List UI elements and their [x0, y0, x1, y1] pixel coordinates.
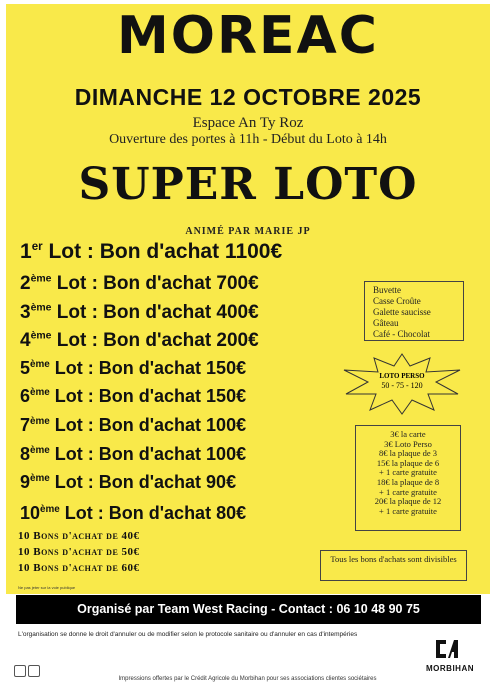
- buvette-item: Galette saucisse: [373, 307, 431, 317]
- legal-tiny-text: Ne pas jeter sur la voie publique: [18, 585, 76, 590]
- prize-line: [20, 273, 259, 295]
- prize-rank-suffix: ème: [30, 273, 52, 285]
- buvette-item: Café - Chocolat: [373, 329, 430, 339]
- prize-rank: 4: [20, 330, 31, 351]
- organizer-banner: Organisé par Team West Racing - Contact : 06 10 48 90 75: [16, 595, 481, 624]
- voucher-line: 10 Bons d'achat de 60€: [18, 562, 140, 574]
- prize-rank: 5: [20, 358, 31, 378]
- prize-rank: 3: [20, 302, 31, 323]
- prize-rank: 7: [20, 415, 31, 435]
- prize-line: [20, 503, 246, 524]
- pricing-box: [355, 425, 461, 531]
- animator-line: ANIMÉ PAR MARIE JP: [185, 226, 311, 237]
- prize-line: [20, 386, 246, 407]
- credit-agricole-logo-icon: [432, 636, 462, 662]
- prize-rank-suffix: ème: [30, 416, 50, 427]
- morbihan-brand: MORBIHAN: [426, 664, 474, 673]
- prize-line: [20, 302, 259, 324]
- prize-rank: 2: [20, 273, 31, 294]
- prize-line: [20, 415, 246, 436]
- loto-perso-values: 50 - 75 - 120: [381, 381, 423, 390]
- cancellation-disclaimer: L'organisation se donne le droit d'annuler ou de modifier selon le protocole sanitaire ou d'annuler en cas d'intempéries: [18, 631, 358, 638]
- loto-perso-label: LOTO PERSO: [379, 372, 425, 380]
- prize-line: [20, 472, 236, 493]
- pricing-item: + 1 carte gratuite: [379, 505, 437, 516]
- prize-rank-suffix: ème: [30, 330, 52, 342]
- buvette-item: Buvette: [373, 285, 401, 295]
- pricing-item: 18€ la plaque de 8: [376, 476, 440, 487]
- pricing-item: 8€ la plaque de 3: [378, 448, 438, 459]
- pricing-item: + 1 carte gratuite: [379, 467, 437, 478]
- prize-text: Lot : Bon d'achat 150€: [49, 358, 247, 378]
- prize-text: Lot : Bon d'achat 400€: [51, 302, 259, 323]
- prize-text: Lot : Bon d'achat 200€: [51, 330, 259, 351]
- prize-text: Lot : Bon d'achat 1100€: [42, 240, 283, 263]
- prize-rank-suffix: ème: [30, 359, 50, 370]
- prize-line: [20, 444, 246, 465]
- buvette-box: [364, 281, 464, 341]
- pricing-item: + 1 carte gratuite: [379, 486, 437, 497]
- event-venue: Espace An Ty Roz: [192, 115, 304, 131]
- prize-text: Lot : Bon d'achat 100€: [49, 415, 247, 435]
- pricing-item: 3€ Loto Perso: [384, 438, 432, 449]
- event-name: SUPER LOTO: [78, 159, 418, 210]
- buvette-item: Casse Croûte: [373, 296, 421, 306]
- pricing-item: 20€ la plaque de 12: [374, 496, 442, 507]
- prize-rank-suffix: ème: [30, 387, 50, 398]
- imprint-note: Impressions offertes par le Crédit Agricole du Morbihan pour ses associations clientes sociétaires: [118, 676, 377, 682]
- buvette-item: Gâteau: [373, 318, 399, 328]
- prize-text: Lot : Bon d'achat 100€: [49, 444, 247, 464]
- prize-rank-suffix: ème: [30, 302, 52, 314]
- pricing-item: 3€ la carte: [390, 429, 426, 439]
- divisible-note: Tous les bons d'achats sont divisibles: [330, 554, 457, 564]
- prize-line: [20, 240, 282, 264]
- event-hours: Ouverture des portes à 11h - Début du Loto à 14h: [109, 132, 387, 147]
- prize-text: Lot : Bon d'achat 700€: [51, 273, 259, 294]
- prize-rank-suffix: ème: [40, 504, 60, 515]
- prize-line: [20, 330, 259, 352]
- prize-text: Lot : Bon d'achat 80€: [59, 503, 247, 523]
- poster-title: MOREAC: [117, 6, 379, 66]
- prize-rank: 8: [20, 444, 31, 464]
- pricing-item: 15€ la plaque de 6: [376, 457, 440, 468]
- loto-perso-star: [340, 352, 464, 416]
- event-date: DIMANCHE 12 OCTOBRE 2025: [74, 84, 422, 110]
- prize-line: [20, 358, 246, 379]
- voucher-line: 10 Bons d'achat de 50€: [18, 546, 140, 558]
- prize-text: Lot : Bon d'achat 90€: [49, 472, 237, 492]
- prize-rank: 10: [20, 503, 41, 523]
- prize-rank-suffix: ème: [30, 445, 50, 456]
- prize-rank: 1: [20, 240, 32, 263]
- voucher-line: 10 Bons d'achat de 40€: [18, 530, 140, 542]
- prize-text: Lot : Bon d'achat 150€: [49, 386, 247, 406]
- prize-rank-suffix: ème: [30, 473, 50, 484]
- prize-rank: 9: [20, 472, 31, 492]
- prize-rank-suffix: er: [31, 241, 43, 253]
- divisible-note-box: [320, 550, 467, 581]
- prize-rank: 6: [20, 386, 31, 406]
